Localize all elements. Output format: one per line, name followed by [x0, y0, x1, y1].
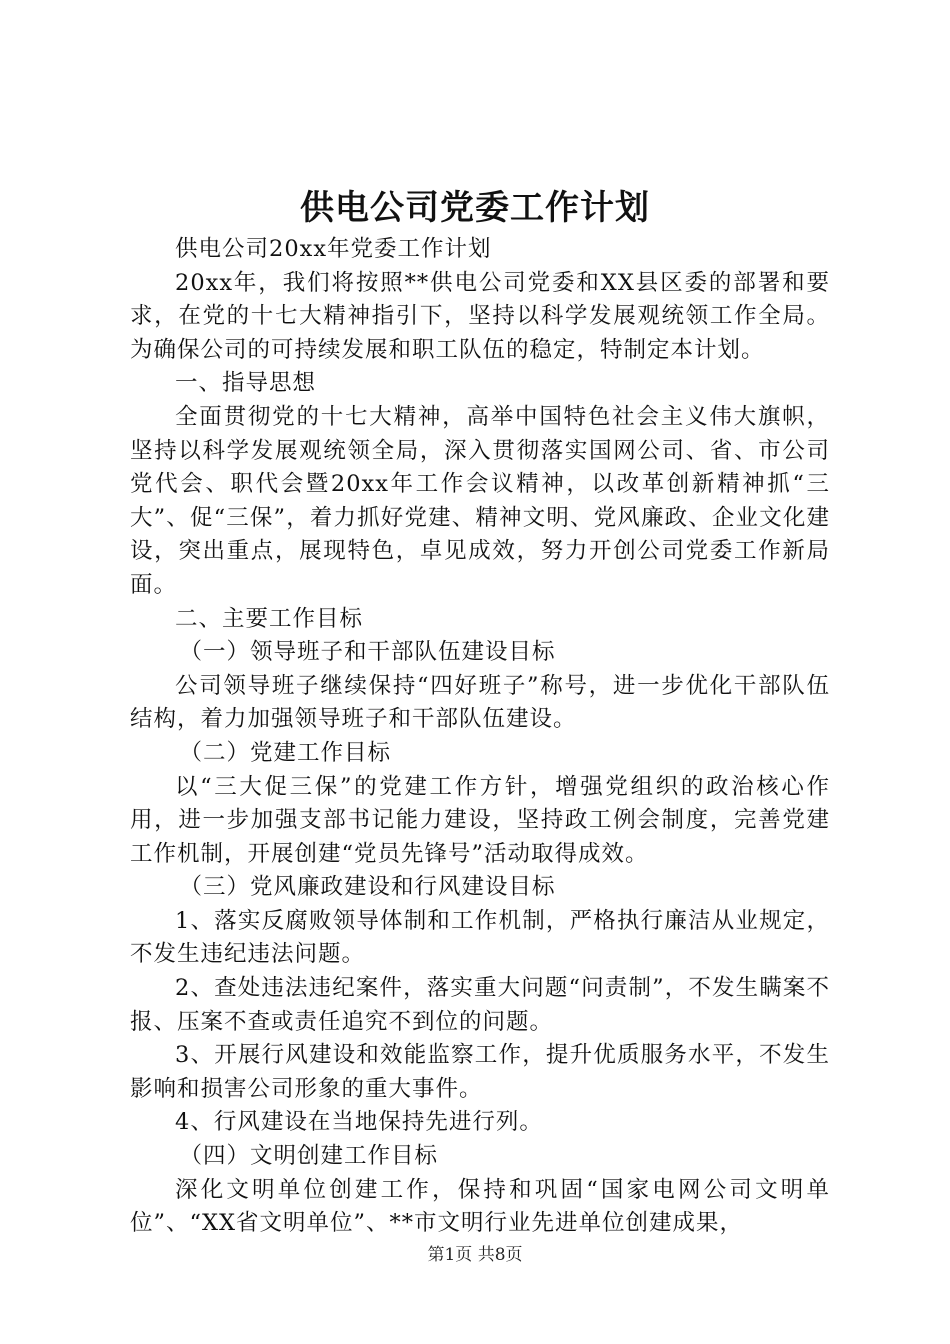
paragraph-intro: 20xx年，我们将按照**供电公司党委和XX县区委的部署和要求，在党的十七大精神指引下，坚持以科学发展观统领工作全局。为确保公司的可持续发展和职工队伍的稳定，特制定本计划。	[130, 269, 830, 363]
subsection-heading: （一）领导班子和干部队伍建设目标	[179, 639, 556, 666]
list-item: 1、落实反腐败领导体制和工作机制，严格执行廉洁从业规定，不发生违纪违法问题。	[130, 907, 830, 968]
document-title: 供电公司党委工作计划	[300, 188, 650, 228]
paragraph-subtitle: 供电公司20xx年党委工作计划	[175, 236, 492, 262]
section-heading: 二、主要工作目标	[175, 605, 364, 632]
subsection-heading: （二）党建工作目标	[179, 739, 392, 766]
list-item: 4、行风建设在当地保持先进行列。	[175, 1109, 543, 1136]
paragraph: 公司领导班子继续保持“四好班子”称号，进一步优化干部队伍结构，着力加强领导班子和干部队伍建设。	[130, 672, 830, 733]
paragraph: 深化文明单位创建工作，保持和巩固“国家电网公司文明单位”、“XX省文明单位”、**市文明行业先进单位创建成果，	[130, 1176, 830, 1237]
list-item: 2、查处违法违纪案件，落实重大问题“问责制”，不发生瞒案不报、压案不查或责任追究不到位的问题。	[130, 975, 830, 1035]
page-number-footer: 第1页 共8页	[427, 1245, 523, 1265]
list-item: 3、开展行风建设和效能监察工作，提升优质服务水平，不发生影响和损害公司形象的重大事件。	[130, 1042, 830, 1102]
section-heading: 一、指导思想	[175, 370, 317, 397]
document-body	[130, 233, 830, 1241]
paragraph: 以“三大促三保”的党建工作方针，增强党组织的政治核心作用，进一步加强支部书记能力建设，坚持政工例会制度，完善党建工作机制，开展创建“党员先锋号”活动取得成效。	[130, 773, 830, 867]
paragraph: 全面贯彻党的十七大精神，高举中国特色社会主义伟大旗帜，坚持以科学发展观统领全局，深入贯彻落实国网公司、省、市公司党代会、职代会暨20xx年工作会议精神，以改革创新精神抓“三大”、促“三保”，着力抓好党建、精神文明、党风廉政、企业文化建设，突出重点，展现特色，卓见成效，努力开创公司党委工作新局面。	[130, 403, 830, 598]
subsection-heading: （三）党风廉政建设和行风建设目标	[179, 874, 556, 901]
subsection-heading: （四）文明创建工作目标	[179, 1143, 439, 1170]
